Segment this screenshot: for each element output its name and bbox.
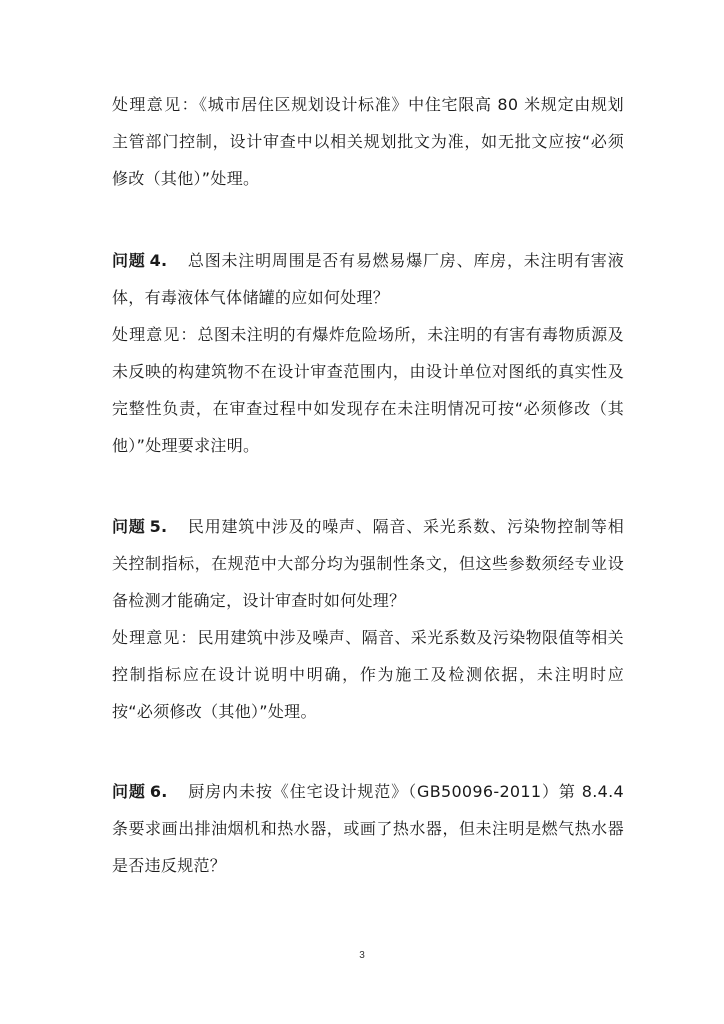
reply-label: 处理意见：: [112, 628, 198, 647]
reply-text: 总图未注明的有爆炸危险场所，未注明的有害有毒物质源及未反映的构建筑物不在设计审查范围内，由设计单位对图纸的真实性及完整性负责，在审查过程中如发现存在未注明情况可按“必须修改（其他）”处理要求注明。: [112, 325, 624, 455]
question-label: 问题: [112, 517, 146, 536]
question-paragraph: [112, 508, 624, 619]
question-text: 总图未注明周围是否有易燃易爆厂房、库房，未注明有害液体，有毒液体气体储罐的应如何处理？: [112, 251, 624, 307]
section-question-4: [112, 242, 624, 464]
question-number: 6.: [149, 782, 168, 801]
section-question-5: [112, 508, 624, 730]
section-question-6: [112, 773, 624, 884]
question-label: 问题: [112, 251, 146, 270]
question-label: 问题: [112, 782, 146, 801]
reply-paragraph: [112, 619, 624, 730]
question-paragraph: [112, 773, 624, 884]
reply-paragraph: [112, 86, 624, 197]
reply-text: 民用建筑中涉及噪声、隔音、采光系数及污染物限值等相关控制指标应在设计说明中明确，作为施工及检测依据，未注明时应按“必须修改（其他）”处理。: [112, 628, 624, 721]
reply-label: 处理意见：: [112, 325, 198, 344]
question-text: 厨房内未按《住宅设计规范》（GB50096-2011）第 8.4.4 条要求画出排油烟机和热水器，或画了热水器，但未注明是燃气热水器是否违反规范？: [112, 782, 624, 875]
reply-paragraph: [112, 316, 624, 464]
question-number: 5.: [149, 517, 168, 536]
section-reply-continued: [112, 86, 624, 197]
reply-text: 《城市居住区规划设计标准》中住宅限高 80 米规定由规划主管部门控制，设计审查中以相关规划批文为准，如无批文应按“必须修改（其他）”处理。: [112, 95, 624, 188]
page-number: 3: [359, 950, 365, 961]
question-text: 民用建筑中涉及的噪声、隔音、采光系数、污染物控制等相关控制指标，在规范中大部分均为强制性条文，但这些参数须经专业设备检测才能确定，设计审查时如何处理？: [112, 517, 624, 610]
question-number: 4.: [149, 251, 168, 270]
reply-label: 处理意见：: [112, 95, 200, 114]
question-paragraph: [112, 242, 624, 316]
